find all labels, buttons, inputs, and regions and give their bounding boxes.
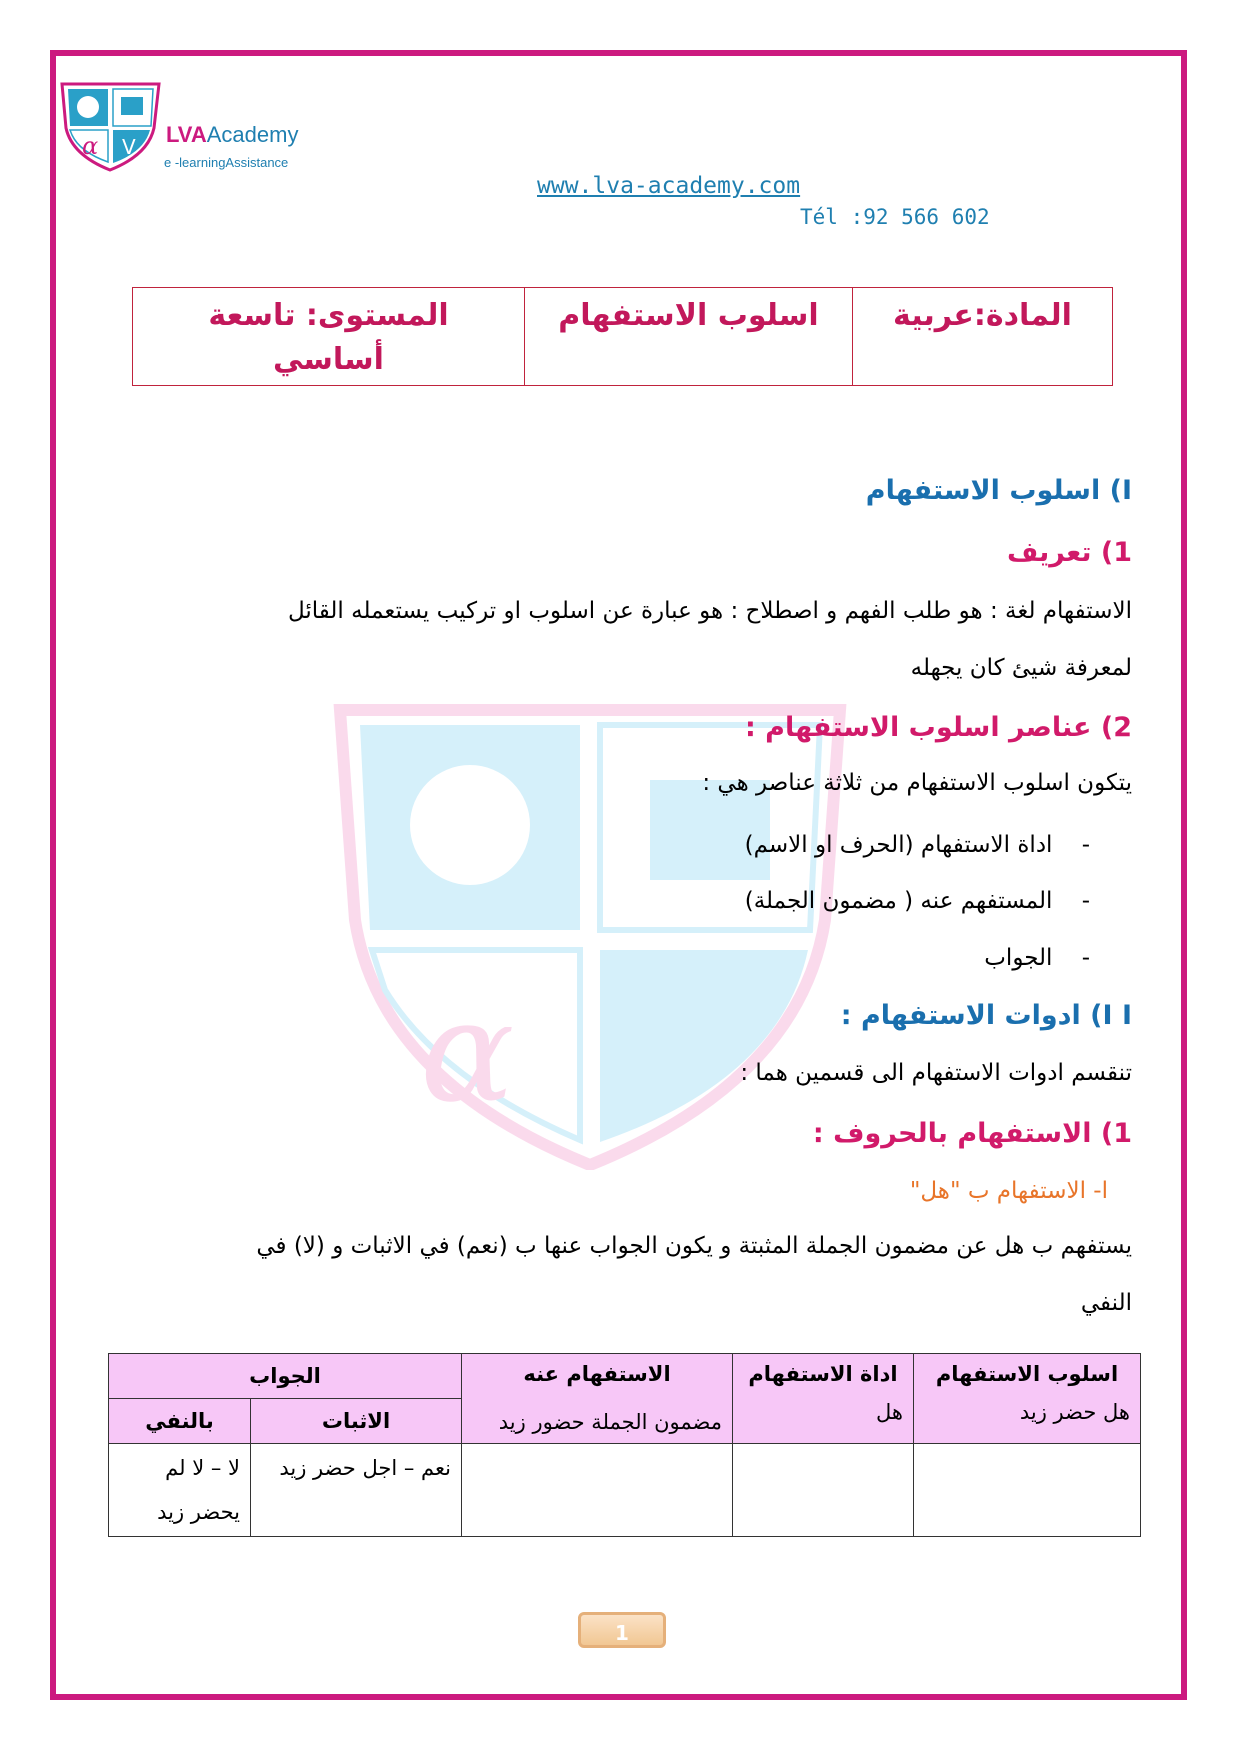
subject-cell [853, 288, 1113, 386]
level-line1: المستوى: تاسعة [208, 298, 449, 333]
header-style: اسلوب الاستفهام [914, 1354, 1141, 1444]
lva-shield-logo [58, 80, 163, 172]
list-item [745, 832, 1090, 858]
bullet-dash: - [1052, 945, 1090, 971]
header-affirm: الاثبات [251, 1399, 462, 1444]
cell-tool-text: هل [876, 1400, 903, 1424]
lesson-info-table [132, 287, 1113, 386]
brand-tagline: e -learningAssistance [164, 155, 289, 170]
interrogative-table [108, 1353, 1141, 1537]
section-2-1-a-title: ا- الاستفهام ب "هل" [909, 1178, 1108, 1204]
section-2-1-title: 1) الاستفهام بالحروف : [812, 1118, 1132, 1149]
section-2-title: I I) ادوات الاستفهام : [840, 1000, 1132, 1031]
hal-explanation-line-2: النفي [1080, 1290, 1132, 1316]
section-1-title: I) اسلوب الاستفهام [865, 475, 1132, 506]
header-tool: اداة الاستفهام [733, 1354, 914, 1444]
brand-lva: LVA [166, 122, 207, 147]
section-1-1-title: 1) تعريف [1006, 537, 1132, 568]
level-cell [133, 288, 525, 386]
header-answer: الجواب [109, 1354, 462, 1399]
bullet-dash: - [1052, 832, 1090, 858]
hal-explanation-line-1: يستفهم ب هل عن مضمون الجملة المثبتة و يكون الجواب عنها ب (نعم) في الاثبات و (لا) في [256, 1233, 1132, 1259]
phone-number: Tél :92 566 602 [800, 205, 990, 229]
topic-text: اسلوب الاستفهام [558, 298, 819, 333]
tools-intro: تنقسم ادوات الاستفهام الى قسمين هما : [740, 1060, 1132, 1086]
svg-text:V: V [122, 135, 136, 159]
level-line2: أساسي [273, 342, 384, 377]
cell-negate: لا – لا لم يحضر زيد [109, 1444, 251, 1537]
cell-tool [733, 1400, 914, 1537]
list-item [984, 945, 1090, 971]
elements-intro: يتكون اسلوب الاستفهام من ثلاثة عناصر هي : [702, 770, 1132, 796]
element-3-text: الجواب [984, 945, 1053, 971]
header-subject: الاستفهام عنه [462, 1354, 733, 1444]
header-negate: بالنفي [109, 1399, 251, 1444]
cell-style [914, 1400, 1141, 1537]
cell-style-text: هل حضر زيد [1019, 1400, 1130, 1424]
bullet-dash: - [1052, 888, 1090, 914]
topic-cell [525, 288, 853, 386]
definition-line-1: الاستفهام لغة : هو طلب الفهم و اصطلاح : هو عبارة عن اسلوب او تركيب يستعمله القائل [287, 598, 1132, 624]
list-item [745, 888, 1090, 914]
website-link[interactable]: www.lva-academy.com [537, 173, 801, 199]
svg-text:α: α [82, 132, 99, 160]
subject-text: المادة:عربية [893, 298, 1072, 333]
element-2-text: المستفهم عنه ( مضمون الجملة) [744, 888, 1053, 914]
svg-text:α: α [420, 971, 515, 1134]
page-number: 1 [578, 1612, 666, 1648]
cell-affirm: نعم – اجل حضر زيد [251, 1444, 462, 1537]
cell-subject [462, 1410, 733, 1537]
element-1-text: اداة الاستفهام (الحرف او الاسم) [744, 832, 1053, 858]
section-1-2-title: 2) عناصر اسلوب الاستفهام : [744, 712, 1132, 743]
brand-name [166, 122, 298, 148]
cell-subject-text: مضمون الجملة حضور زيد [498, 1410, 722, 1434]
brand-academy: Academy [206, 122, 299, 147]
definition-line-2: لمعرفة شيئ كان يجهله [910, 655, 1132, 681]
